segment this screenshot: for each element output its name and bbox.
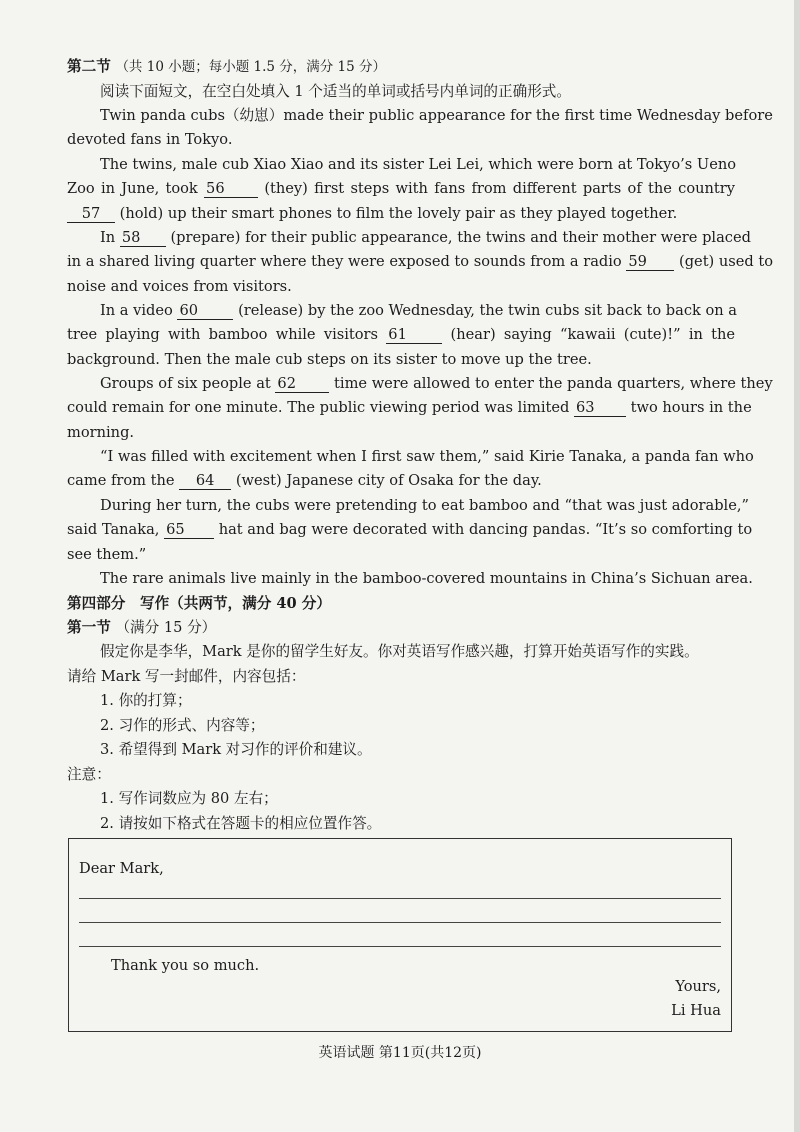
passage-text: came from the — [67, 472, 175, 489]
passage-text: In a video — [100, 302, 173, 319]
passage-line — [67, 204, 735, 224]
passage-line — [67, 471, 735, 491]
prompt-item: 1. 你的打算； — [100, 692, 192, 709]
letter-closing: Yours, — [675, 978, 721, 995]
writing-line[interactable] — [79, 946, 721, 947]
passage-text: Zoo in June, took — [67, 180, 198, 197]
part4-heading: 第四部分 写作（共两节，满分 40 分） — [67, 595, 331, 612]
passage-line: During her turn, the cubs were pretending to eat bamboo and “that was just adorable,” — [100, 497, 749, 514]
passage-line — [67, 520, 753, 540]
page-footer: 英语试题 第11页(共12页) — [318, 1045, 482, 1061]
passage-text: time were allowed to enter the panda quarters, where they — [334, 375, 773, 392]
writing-prompt: 假定你是李华，Mark 是你的留学生好友。你对英语写作感兴趣，打算开始英语写作的实践。 — [100, 643, 699, 660]
passage-line: devoted fans in Tokyo. — [67, 131, 233, 148]
answer-blank-59[interactable]: 59 — [626, 253, 674, 271]
answer-blank-57[interactable]: 57 — [67, 205, 115, 223]
passage-line — [67, 398, 752, 418]
passage-line: noise and voices from visitors. — [67, 278, 292, 295]
passage-line — [67, 325, 735, 345]
letter-greeting: Dear Mark, — [79, 860, 164, 877]
passage-text: could remain for one minute. The public viewing period was limited — [67, 399, 570, 416]
answer-blank-62[interactable]: 62 — [275, 375, 329, 393]
answer-blank-65[interactable]: 65 — [164, 521, 214, 539]
passage-text: (hold) up their smart phones to film the lovely pair as they played together. — [119, 205, 678, 222]
letter-signature: Li Hua — [671, 1002, 721, 1019]
section-heading — [67, 57, 735, 77]
passage-line: The rare animals live mainly in the bamboo-covered mountains in China’s Sichuan area. — [100, 570, 753, 587]
passage-text: (west) Japanese city of Osaka for the day. — [235, 472, 542, 489]
passage-text: (prepare) for their public appearance, the twins and their mother were placed — [170, 229, 751, 246]
answer-blank-61[interactable]: 61 — [386, 326, 442, 344]
passage-line: “I was filled with excitement when I first saw them,” said Kirie Tanaka, a panda fan who — [100, 448, 754, 465]
writing-line[interactable] — [79, 922, 721, 923]
passage-line — [67, 179, 735, 199]
passage-text: hat and bag were decorated with dancing pandas. “It’s so comforting to — [218, 521, 753, 538]
prompt-item: 2. 习作的形式、内容等； — [100, 717, 265, 734]
passage-text: two hours in the — [630, 399, 752, 416]
passage-text: (hear) saying “kawaii (cute)!” in the — [450, 326, 736, 343]
note-item: 1. 写作词数应为 80 左右； — [100, 790, 278, 807]
answer-blank-58[interactable]: 58 — [120, 229, 166, 247]
writing-line[interactable] — [79, 898, 721, 899]
answer-blank-63[interactable]: 63 — [574, 399, 626, 417]
passage-text: Groups of six people at — [100, 375, 271, 392]
passage-line: Twin panda cubs（幼崽）made their public appearance for the first time Wednesday before — [100, 107, 773, 124]
prompt-item: 3. 希望得到 Mark 对习作的评价和建议。 — [100, 741, 372, 758]
section-title: 第二节 — [67, 58, 111, 75]
part4-section-note: （满分 15 分） — [115, 619, 217, 636]
passage-text: in a shared living quarter where they were exposed to sounds from a radio — [67, 253, 622, 270]
passage-text: (they) first steps with fans from different parts of the country — [264, 180, 735, 197]
answer-blank-64[interactable]: 64 — [179, 472, 231, 490]
part4-section-title: 第一节 — [67, 619, 111, 636]
passage-line: morning. — [67, 424, 135, 441]
answer-blank-56[interactable]: 56 — [204, 180, 258, 198]
section-scoring-note: （共 10 小题；每小题 1.5 分，满分 15 分） — [115, 59, 387, 75]
scan-edge — [794, 0, 800, 1132]
passage-line: background. Then the male cub steps on its sister to move up the tree. — [67, 351, 592, 368]
letter-template-box — [68, 838, 732, 1032]
passage-text: (get) used to — [679, 253, 774, 270]
notes-title: 注意： — [67, 766, 111, 783]
passage-line: see them.” — [67, 546, 147, 563]
instruction-text: 阅读下面短文，在空白处填入 1 个适当的单词或括号内单词的正确形式。 — [100, 83, 571, 100]
passage-text: In — [100, 229, 116, 246]
passage-text: tree playing with bamboo while visitors — [67, 326, 379, 343]
part4-section-heading — [67, 618, 735, 638]
writing-prompt: 请给 Mark 写一封邮件，内容包括： — [67, 668, 306, 685]
passage-line — [100, 301, 735, 321]
passage-line — [100, 228, 751, 248]
passage-line — [100, 374, 773, 394]
answer-blank-60[interactable]: 60 — [177, 302, 233, 320]
letter-thanks: Thank you so much. — [111, 957, 260, 974]
passage-text: said Tanaka, — [67, 521, 160, 538]
passage-text: (release) by the zoo Wednesday, the twin cubs sit back to back on a — [238, 302, 737, 319]
note-item: 2. 请按如下格式在答题卡的相应位置作答。 — [100, 815, 382, 832]
passage-line: The twins, male cub Xiao Xiao and its sister Lei Lei, which were born at Tokyo’s Ueno — [100, 156, 737, 173]
passage-line — [67, 252, 774, 272]
